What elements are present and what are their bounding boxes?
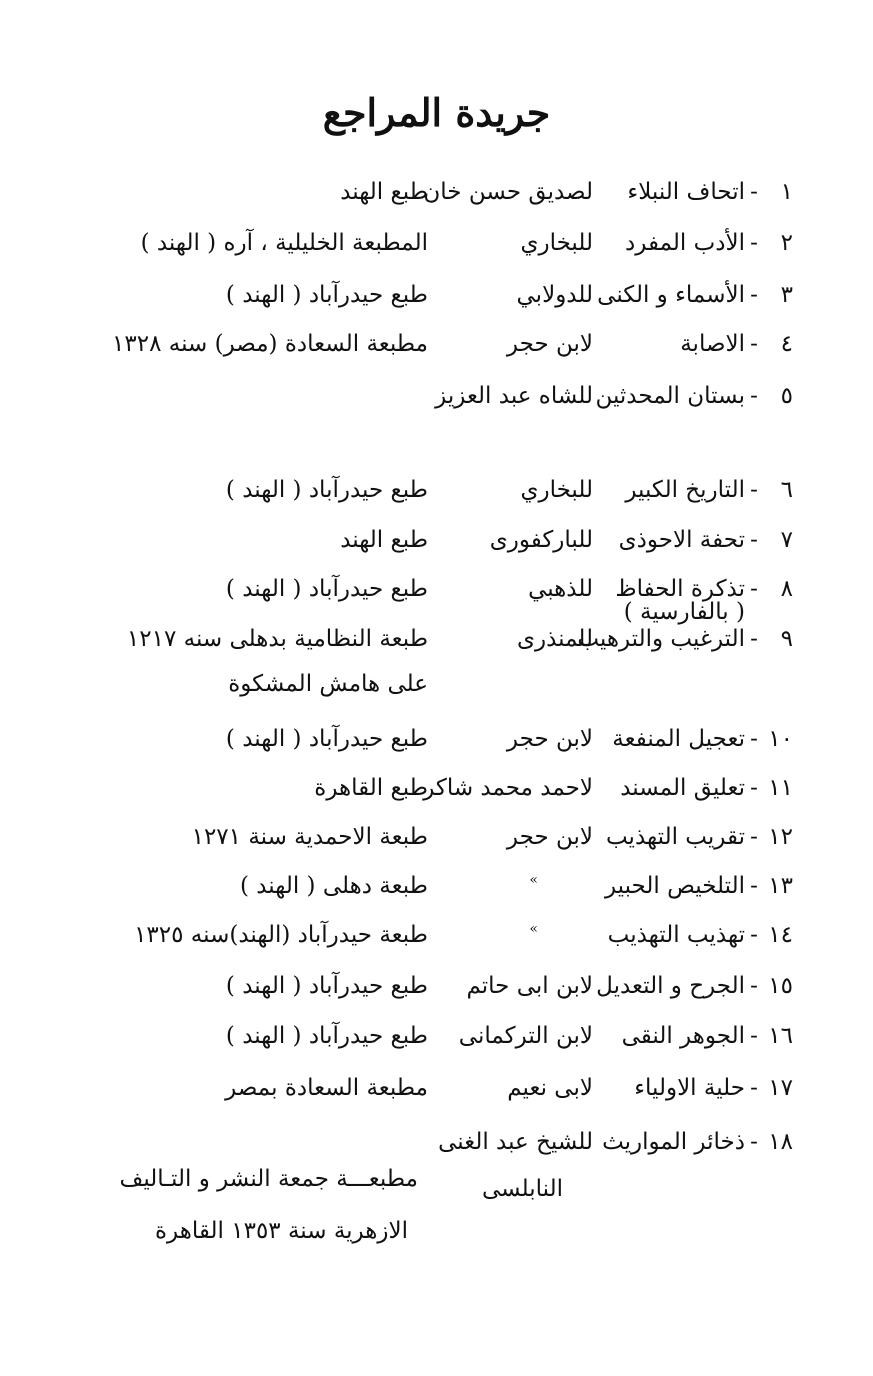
entry-number: ١٢ (768, 824, 793, 850)
entry-continuation: ( بالفارسية ) (623, 599, 745, 625)
reference-entry (0, 1022, 873, 1074)
reference-entry (0, 823, 873, 875)
entry-dash: - (750, 527, 758, 553)
entry-continuation-publisher: مطبعـــة جمعة النشر و التـاليف (119, 1166, 418, 1192)
entry-publisher: طبع حيدرآباد ( الهند ) (225, 282, 428, 308)
entry-publisher: طبعة حيدرآباد (الهند)سنه ١٣٢٥ (134, 922, 428, 948)
entry-author: لاحمد محمد شاكر (423, 775, 593, 801)
entry-author: لابن حجر (506, 331, 593, 357)
entry-dash: - (750, 477, 758, 503)
references-list (0, 170, 873, 1270)
entry-number: ٧ (780, 527, 793, 553)
entry-title: الجوهر النقى (621, 1023, 745, 1049)
page-title: جريدة المراجع (322, 90, 551, 135)
entry-dash: - (750, 824, 758, 850)
entry-number: ١٦ (768, 1023, 793, 1049)
entry-title: تعليق المسند (620, 775, 745, 801)
entry-author: للشاه عبد العزيز (435, 383, 593, 409)
entry-author: للباركفورى (489, 527, 593, 553)
entry-title: الأسماء و الكنى (597, 282, 745, 308)
reference-entry (0, 178, 873, 230)
entry-author: للبخاري (520, 230, 593, 256)
entry-author: للدولابي (516, 282, 593, 308)
entry-title: تعجيل المنفعة (612, 726, 745, 752)
entry-publisher: طبع الهند (340, 179, 428, 205)
entry-author: لابن حجر (506, 726, 593, 752)
entry-publisher: طبعة الاحمدية سنة ١٢٧١ (191, 824, 428, 850)
entry-number: ٩ (780, 626, 793, 652)
entry-title: تذكرة الحفاظ (615, 576, 745, 602)
entry-publisher: طبع حيدرآباد ( الهند ) (225, 726, 428, 752)
entry-author-ditto: » (529, 872, 538, 888)
entry-number: ١٣ (768, 873, 793, 899)
entry-publisher: طبع حيدرآباد ( الهند ) (225, 973, 428, 999)
reference-entry (0, 725, 873, 777)
entry-title: ذخائر المواريث (602, 1129, 745, 1155)
entry-number: ١٨ (768, 1129, 793, 1155)
entry-dash: - (750, 775, 758, 801)
reference-entry (0, 281, 873, 333)
entry-number: ٤ (780, 331, 793, 357)
entry-number: ٥ (780, 383, 793, 409)
entry-number: ٨ (780, 576, 793, 602)
entry-publisher: المطبعة الخليلية ، آره ( الهند ) (140, 230, 428, 256)
entry-continuation-publisher: الازهرية سنة ١٣٥٣ القاهرة (155, 1218, 408, 1244)
reference-entry (0, 330, 873, 382)
entry-title: الترغيب والترهيب (577, 626, 745, 652)
entry-author: لابى نعيم (507, 1075, 593, 1101)
entry-title: تهذيب التهذيب (607, 922, 745, 948)
entry-title: تقريب التهذيب (605, 824, 745, 850)
entry-author: لابن ابى حاتم (466, 973, 593, 999)
reference-entry (0, 921, 873, 973)
entry-dash: - (750, 282, 758, 308)
reference-entry (0, 872, 873, 924)
entry-dash: - (750, 873, 758, 899)
reference-entry (0, 526, 873, 578)
entry-continuation: على هامش المشكوة (228, 671, 428, 697)
entry-number: ٣ (780, 282, 793, 308)
entry-publisher: طبعة النظامية بدهلى سنه ١٢١٧ (126, 626, 428, 652)
entry-publisher: طبع حيدرآباد ( الهند ) (225, 1023, 428, 1049)
entry-title: التاريخ الكبير (625, 477, 745, 503)
entry-dash: - (750, 1129, 758, 1155)
entry-author-ditto: » (529, 921, 538, 937)
entry-publisher: طبع القاهرة (314, 775, 428, 801)
entry-number: ١١ (768, 775, 793, 801)
entry-dash: - (750, 726, 758, 752)
reference-entry (0, 229, 873, 281)
entry-author: للبخاري (520, 477, 593, 503)
entry-title: الأدب المفرد (625, 230, 745, 256)
reference-entry (0, 382, 873, 434)
entry-publisher: مطبعة السعادة (مصر) سنه ١٣٢٨ (112, 331, 428, 357)
entry-dash: - (750, 576, 758, 602)
entry-title: حلية الاولياء (634, 1075, 745, 1101)
entry-title: التلخيص الحبير (604, 873, 745, 899)
entry-author: للذهبي (528, 576, 593, 602)
reference-entry (0, 1074, 873, 1126)
entry-number: ١٧ (768, 1075, 793, 1101)
entry-number: ٢ (780, 230, 793, 256)
entry-number: ١٠ (768, 726, 793, 752)
reference-entry (0, 625, 873, 677)
entry-title: الجرح و التعديل (596, 973, 745, 999)
entry-title: بستان المحدثين (595, 383, 745, 409)
reference-entry (0, 575, 873, 627)
entry-dash: - (750, 230, 758, 256)
entry-author: للشيخ عبد الغنى (438, 1129, 593, 1155)
entry-dash: - (750, 922, 758, 948)
entry-number: ٦ (780, 477, 793, 503)
entry-dash: - (750, 1075, 758, 1101)
entry-publisher: طبع الهند (340, 527, 428, 553)
entry-publisher: مطبعة السعادة بمصر (225, 1075, 428, 1101)
reference-entry (0, 972, 873, 1024)
entry-title: اتحاف النبلاء (627, 179, 745, 205)
reference-entry (0, 774, 873, 826)
entry-author: لصديق حسن خان (423, 179, 593, 205)
entry-dash: - (750, 626, 758, 652)
entry-dash: - (750, 1023, 758, 1049)
entry-author: للمنذرى (516, 626, 593, 652)
entry-publisher: طبعة دهلى ( الهند ) (239, 873, 428, 899)
entry-author: لابن حجر (506, 824, 593, 850)
entry-dash: - (750, 331, 758, 357)
entry-dash: - (750, 973, 758, 999)
entry-number: ١ (780, 179, 793, 205)
reference-entry (0, 476, 873, 528)
entry-title: تحفة الاحوذى (618, 527, 745, 553)
entry-number: ١٥ (768, 973, 793, 999)
entry-publisher: طبع حيدرآباد ( الهند ) (225, 576, 428, 602)
entry-author: لابن التركمانى (458, 1023, 593, 1049)
entry-dash: - (750, 179, 758, 205)
entry-title: الاصابة (680, 331, 745, 357)
entry-publisher: طبع حيدرآباد ( الهند ) (225, 477, 428, 503)
entry-continuation: النابلسى (481, 1176, 563, 1202)
entry-dash: - (750, 383, 758, 409)
entry-number: ١٤ (768, 922, 793, 948)
